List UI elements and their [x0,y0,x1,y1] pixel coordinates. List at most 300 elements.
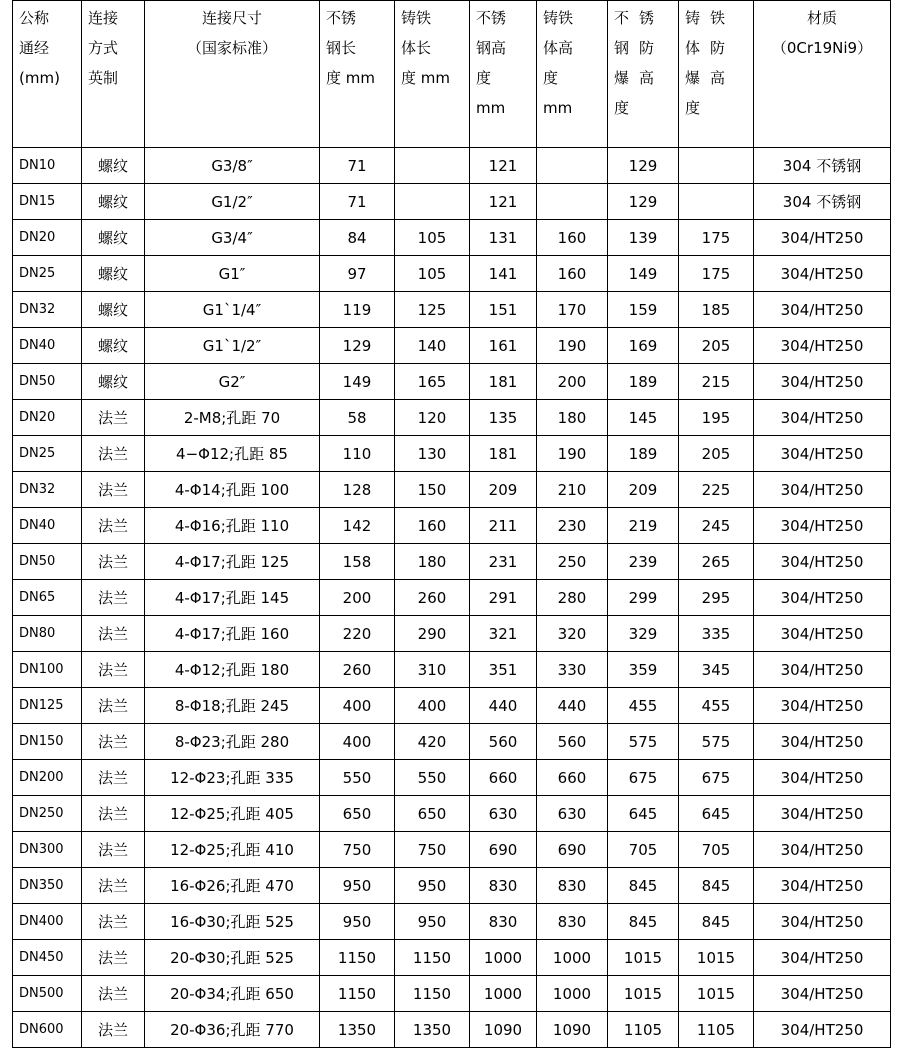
table-row [13,472,891,508]
cell-ss-ex-height: 299 [608,580,679,616]
cell-material: 304/HT250 [754,904,891,940]
cell-conn-type: 螺纹 [82,364,145,400]
header-material-line: 材质 [806,9,837,27]
cell-conn-type: 法兰 [82,652,145,688]
cell-ci-ex-height: 225 [679,472,754,508]
cell-ci-length: 950 [395,904,470,940]
header-dn-line: 通经 [19,39,50,57]
cell-ci-ex-height: 175 [679,256,754,292]
cell-conn-type: 螺纹 [82,256,145,292]
cell-ss-length: 220 [320,616,395,652]
cell-conn-size: 4-Φ14;孔距 100 [145,472,320,508]
cell-dn: DN450 [13,940,82,976]
cell-conn-type: 螺纹 [82,220,145,256]
cell-ci-length: 125 [395,292,470,328]
header-ci-height-line: 度 [543,69,559,87]
cell-conn-size: 4-Φ12;孔距 180 [145,652,320,688]
cell-ci-ex-height: 1015 [679,976,754,1012]
cell-conn-type: 法兰 [82,1012,145,1048]
cell-ci-height: 560 [537,724,608,760]
cell-ss-height: 151 [470,292,537,328]
cell-ci-height: 230 [537,508,608,544]
table-row [13,220,891,256]
cell-ci-height: 1000 [537,976,608,1012]
cell-ss-height: 1000 [470,976,537,1012]
cell-ci-height: 160 [537,220,608,256]
table-row [13,364,891,400]
cell-ss-height: 660 [470,760,537,796]
cell-dn: DN10 [13,148,82,184]
header-ci-height-line: 体高 [543,39,574,57]
table-row [13,868,891,904]
table-row [13,184,891,220]
cell-ss-height: 231 [470,544,537,580]
cell-dn: DN350 [13,868,82,904]
cell-material: 304/HT250 [754,328,891,364]
cell-conn-size: 20-Φ34;孔距 650 [145,976,320,1012]
cell-conn-size: G1`1/4″ [145,292,320,328]
cell-conn-type: 法兰 [82,616,145,652]
cell-ss-height: 121 [470,148,537,184]
cell-ci-ex-height: 205 [679,328,754,364]
cell-conn-size: 16-Φ26;孔距 470 [145,868,320,904]
cell-ci-height: 200 [537,364,608,400]
cell-ss-length: 1150 [320,976,395,1012]
table-row [13,292,891,328]
table-row [13,580,891,616]
cell-ci-height: 210 [537,472,608,508]
table-row [13,328,891,364]
cell-ci-height: 180 [537,400,608,436]
cell-ci-length: 150 [395,472,470,508]
header-ci-ex-height-line: 度 [685,99,711,117]
cell-ci-length: 180 [395,544,470,580]
cell-ss-height: 690 [470,832,537,868]
cell-conn-size: 12-Φ25;孔距 405 [145,796,320,832]
cell-ss-ex-height: 705 [608,832,679,868]
cell-ci-length: 950 [395,868,470,904]
cell-ss-ex-height: 189 [608,436,679,472]
cell-material: 304/HT250 [754,220,891,256]
cell-ss-height: 830 [470,904,537,940]
cell-ss-height: 141 [470,256,537,292]
cell-ss-length: 142 [320,508,395,544]
cell-conn-type: 法兰 [82,976,145,1012]
cell-material: 304/HT250 [754,796,891,832]
cell-ss-ex-height: 645 [608,796,679,832]
cell-material: 304/HT250 [754,652,891,688]
header-ss-ex-height-line: 度 [614,99,640,117]
cell-conn-size: G1`1/2″ [145,328,320,364]
cell-ci-length: 140 [395,328,470,364]
cell-conn-size: G1″ [145,256,320,292]
cell-ci-ex-height: 345 [679,652,754,688]
cell-ci-height: 630 [537,796,608,832]
cell-material: 304/HT250 [754,508,891,544]
table-header [13,1,891,148]
cell-ss-height: 291 [470,580,537,616]
cell-ss-ex-height: 359 [608,652,679,688]
cell-ci-ex-height: 845 [679,904,754,940]
cell-ci-ex-height: 185 [679,292,754,328]
cell-ss-height: 209 [470,472,537,508]
cell-ci-height: 690 [537,832,608,868]
cell-ci-length: 400 [395,688,470,724]
cell-dn: DN25 [13,436,82,472]
table-row [13,760,891,796]
header-ci-length-line: 铸铁 [401,9,432,27]
cell-ss-length: 71 [320,148,395,184]
table-row [13,400,891,436]
cell-conn-size: 4-Φ17;孔距 145 [145,580,320,616]
cell-ci-length [395,148,470,184]
header-material [754,1,891,148]
cell-ci-height: 1090 [537,1012,608,1048]
table-row [13,1012,891,1048]
cell-ss-height: 351 [470,652,537,688]
cell-ci-ex-height: 705 [679,832,754,868]
cell-ci-height: 320 [537,616,608,652]
cell-dn: DN20 [13,400,82,436]
cell-dn: DN150 [13,724,82,760]
header-conn-type-line: 连接 [88,9,119,27]
cell-ci-ex-height: 645 [679,796,754,832]
cell-conn-type: 法兰 [82,760,145,796]
cell-ss-ex-height: 575 [608,724,679,760]
cell-material: 304/HT250 [754,616,891,652]
cell-ci-ex-height: 575 [679,724,754,760]
cell-ci-height: 440 [537,688,608,724]
cell-conn-type: 法兰 [82,796,145,832]
cell-ci-length: 160 [395,508,470,544]
header-dn-line: 公称 [19,9,50,27]
cell-ci-length: 420 [395,724,470,760]
cell-material: 304/HT250 [754,940,891,976]
cell-ci-height [537,148,608,184]
cell-ci-ex-height: 335 [679,616,754,652]
cell-ss-height: 560 [470,724,537,760]
cell-ss-length: 260 [320,652,395,688]
cell-ci-length: 1150 [395,940,470,976]
cell-conn-type: 法兰 [82,724,145,760]
cell-ci-height: 170 [537,292,608,328]
cell-ss-height: 161 [470,328,537,364]
cell-ss-ex-height: 159 [608,292,679,328]
cell-material: 304/HT250 [754,724,891,760]
header-conn-size-line: 连接尺寸 [201,9,262,27]
header-ss-height-line: 钢高 [476,39,507,57]
cell-dn: DN600 [13,1012,82,1048]
table-row [13,436,891,472]
header-ci-length-line: 体长 [401,39,432,57]
cell-material: 304 不锈钢 [754,148,891,184]
cell-ci-height: 190 [537,436,608,472]
header-conn-size [145,1,320,148]
cell-ss-length: 400 [320,724,395,760]
cell-conn-type: 法兰 [82,508,145,544]
cell-conn-type: 法兰 [82,400,145,436]
cell-ci-height: 330 [537,652,608,688]
cell-dn: DN32 [13,292,82,328]
cell-ss-length: 129 [320,328,395,364]
header-ci-ex-height [679,1,754,148]
cell-ss-length: 149 [320,364,395,400]
cell-dn: DN200 [13,760,82,796]
header-conn-size-line: （国家标准） [186,39,277,57]
cell-ss-ex-height: 1105 [608,1012,679,1048]
cell-ss-height: 440 [470,688,537,724]
cell-material: 304/HT250 [754,868,891,904]
cell-dn: DN32 [13,472,82,508]
cell-ss-ex-height: 145 [608,400,679,436]
cell-conn-size: 12-Φ23;孔距 335 [145,760,320,796]
header-ci-length-line: 度 mm [401,69,450,87]
cell-dn: DN40 [13,328,82,364]
cell-dn: DN15 [13,184,82,220]
cell-ss-height: 830 [470,868,537,904]
cell-ci-length: 310 [395,652,470,688]
cell-ss-length: 84 [320,220,395,256]
cell-conn-type: 螺纹 [82,292,145,328]
cell-ss-ex-height: 149 [608,256,679,292]
cell-conn-size: 16-Φ30;孔距 525 [145,904,320,940]
table-row [13,976,891,1012]
cell-ci-ex-height: 1015 [679,940,754,976]
spec-table [12,0,891,1048]
cell-conn-type: 法兰 [82,904,145,940]
table-row [13,832,891,868]
cell-ci-height: 660 [537,760,608,796]
cell-ci-height: 160 [537,256,608,292]
cell-ss-ex-height: 189 [608,364,679,400]
table-body [13,148,891,1048]
cell-conn-size: 20-Φ36;孔距 770 [145,1012,320,1048]
cell-conn-type: 法兰 [82,580,145,616]
cell-ci-length: 105 [395,220,470,256]
cell-conn-type: 法兰 [82,832,145,868]
header-ci-height [537,1,608,148]
cell-ci-ex-height: 295 [679,580,754,616]
header-ci-height-line: 铸铁 [543,9,574,27]
cell-ci-height: 830 [537,904,608,940]
cell-conn-type: 法兰 [82,544,145,580]
cell-dn: DN250 [13,796,82,832]
cell-ci-ex-height: 845 [679,868,754,904]
cell-ci-ex-height: 675 [679,760,754,796]
cell-ss-length: 119 [320,292,395,328]
cell-ss-ex-height: 845 [608,868,679,904]
table-row [13,652,891,688]
cell-ss-ex-height: 329 [608,616,679,652]
cell-material: 304/HT250 [754,472,891,508]
cell-ss-ex-height: 455 [608,688,679,724]
cell-conn-size: 20-Φ30;孔距 525 [145,940,320,976]
cell-conn-type: 螺纹 [82,328,145,364]
cell-ss-length: 58 [320,400,395,436]
cell-material: 304/HT250 [754,688,891,724]
cell-conn-type: 螺纹 [82,148,145,184]
cell-conn-size: 4-Φ17;孔距 160 [145,616,320,652]
cell-ci-height: 190 [537,328,608,364]
cell-ss-length: 110 [320,436,395,472]
cell-ss-length: 128 [320,472,395,508]
cell-ci-length: 1350 [395,1012,470,1048]
header-ci-ex-height-line: 体防 [685,39,736,57]
cell-ci-ex-height [679,148,754,184]
table-row [13,724,891,760]
header-conn-type [82,1,145,148]
header-ss-length-line: 度 mm [326,69,375,87]
cell-ci-length: 120 [395,400,470,436]
cell-ss-height: 121 [470,184,537,220]
cell-ci-ex-height [679,184,754,220]
cell-conn-type: 法兰 [82,940,145,976]
cell-ss-ex-height: 845 [608,904,679,940]
cell-ci-height [537,184,608,220]
table-row [13,688,891,724]
cell-conn-type: 法兰 [82,436,145,472]
cell-material: 304 不锈钢 [754,184,891,220]
cell-conn-size: 8-Φ23;孔距 280 [145,724,320,760]
cell-ss-length: 1350 [320,1012,395,1048]
header-row [13,1,891,148]
cell-dn: DN50 [13,364,82,400]
cell-ss-length: 750 [320,832,395,868]
cell-material: 304/HT250 [754,760,891,796]
cell-conn-size: G1/2″ [145,184,320,220]
cell-ss-length: 400 [320,688,395,724]
cell-material: 304/HT250 [754,364,891,400]
cell-conn-size: 8-Φ18;孔距 245 [145,688,320,724]
cell-ci-length [395,184,470,220]
header-ss-height-line: 度 [476,69,492,87]
cell-ci-length: 750 [395,832,470,868]
cell-ss-ex-height: 209 [608,472,679,508]
header-ss-ex-height-line: 爆高 [614,69,665,87]
cell-ss-length: 1150 [320,940,395,976]
cell-ci-length: 650 [395,796,470,832]
cell-ss-ex-height: 129 [608,148,679,184]
header-ss-ex-height-line: 钢防 [614,39,665,57]
cell-material: 304/HT250 [754,292,891,328]
header-ss-height-line: 不锈 [476,9,507,27]
cell-dn: DN40 [13,508,82,544]
cell-dn: DN80 [13,616,82,652]
cell-ci-ex-height: 195 [679,400,754,436]
header-ss-height [470,1,537,148]
cell-conn-size: G2″ [145,364,320,400]
cell-ss-ex-height: 139 [608,220,679,256]
cell-ss-length: 200 [320,580,395,616]
cell-conn-type: 螺纹 [82,184,145,220]
cell-ss-length: 650 [320,796,395,832]
header-dn-line: (mm) [19,69,60,87]
cell-dn: DN300 [13,832,82,868]
cell-conn-type: 法兰 [82,688,145,724]
cell-ci-height: 830 [537,868,608,904]
cell-conn-size: 4-Φ17;孔距 125 [145,544,320,580]
cell-ci-length: 260 [395,580,470,616]
table-row [13,616,891,652]
header-ss-ex-height [608,1,679,148]
table-row [13,796,891,832]
cell-material: 304/HT250 [754,400,891,436]
header-ci-height-line: mm [543,99,573,117]
header-ss-length-line: 钢长 [326,39,357,57]
cell-material: 304/HT250 [754,1012,891,1048]
cell-ss-height: 131 [470,220,537,256]
cell-ci-length: 105 [395,256,470,292]
cell-dn: DN100 [13,652,82,688]
cell-material: 304/HT250 [754,580,891,616]
cell-ss-ex-height: 1015 [608,940,679,976]
cell-ss-ex-height: 129 [608,184,679,220]
cell-dn: DN20 [13,220,82,256]
header-conn-type-line: 英制 [88,69,119,87]
cell-material: 304/HT250 [754,976,891,1012]
cell-conn-size: G3/4″ [145,220,320,256]
cell-ci-ex-height: 175 [679,220,754,256]
cell-ss-height: 630 [470,796,537,832]
cell-ss-height: 1090 [470,1012,537,1048]
header-ss-ex-height-line: 不锈 [614,9,665,27]
cell-ci-height: 250 [537,544,608,580]
cell-ss-height: 181 [470,364,537,400]
cell-ss-ex-height: 1015 [608,976,679,1012]
cell-ci-length: 130 [395,436,470,472]
cell-ci-length: 1150 [395,976,470,1012]
header-material-line: （0Cr19Ni9） [771,39,873,57]
table-row [13,256,891,292]
cell-ci-height: 1000 [537,940,608,976]
cell-ci-ex-height: 215 [679,364,754,400]
cell-material: 304/HT250 [754,832,891,868]
cell-ss-ex-height: 675 [608,760,679,796]
table-row [13,940,891,976]
cell-ss-height: 211 [470,508,537,544]
header-ci-ex-height-line: 爆高 [685,69,736,87]
cell-conn-type: 法兰 [82,868,145,904]
cell-ci-ex-height: 1105 [679,1012,754,1048]
cell-ci-length: 550 [395,760,470,796]
cell-ss-ex-height: 169 [608,328,679,364]
cell-dn: DN400 [13,904,82,940]
header-ss-height-line: mm [476,99,506,117]
cell-conn-size: 4−Φ12;孔距 85 [145,436,320,472]
cell-ss-height: 135 [470,400,537,436]
cell-conn-size: 12-Φ25;孔距 410 [145,832,320,868]
cell-ss-length: 71 [320,184,395,220]
cell-dn: DN65 [13,580,82,616]
cell-conn-size: 2-M8;孔距 70 [145,400,320,436]
cell-ci-ex-height: 455 [679,688,754,724]
cell-ci-height: 280 [537,580,608,616]
cell-ss-ex-height: 239 [608,544,679,580]
cell-ss-height: 1000 [470,940,537,976]
cell-ci-ex-height: 265 [679,544,754,580]
cell-ss-length: 158 [320,544,395,580]
cell-ci-length: 290 [395,616,470,652]
cell-ci-ex-height: 245 [679,508,754,544]
header-ss-length [320,1,395,148]
cell-ss-length: 950 [320,904,395,940]
cell-dn: DN125 [13,688,82,724]
header-ss-length-line: 不锈 [326,9,357,27]
header-conn-type-line: 方式 [88,39,119,57]
cell-dn: DN50 [13,544,82,580]
header-dn [13,1,82,148]
cell-ss-height: 321 [470,616,537,652]
